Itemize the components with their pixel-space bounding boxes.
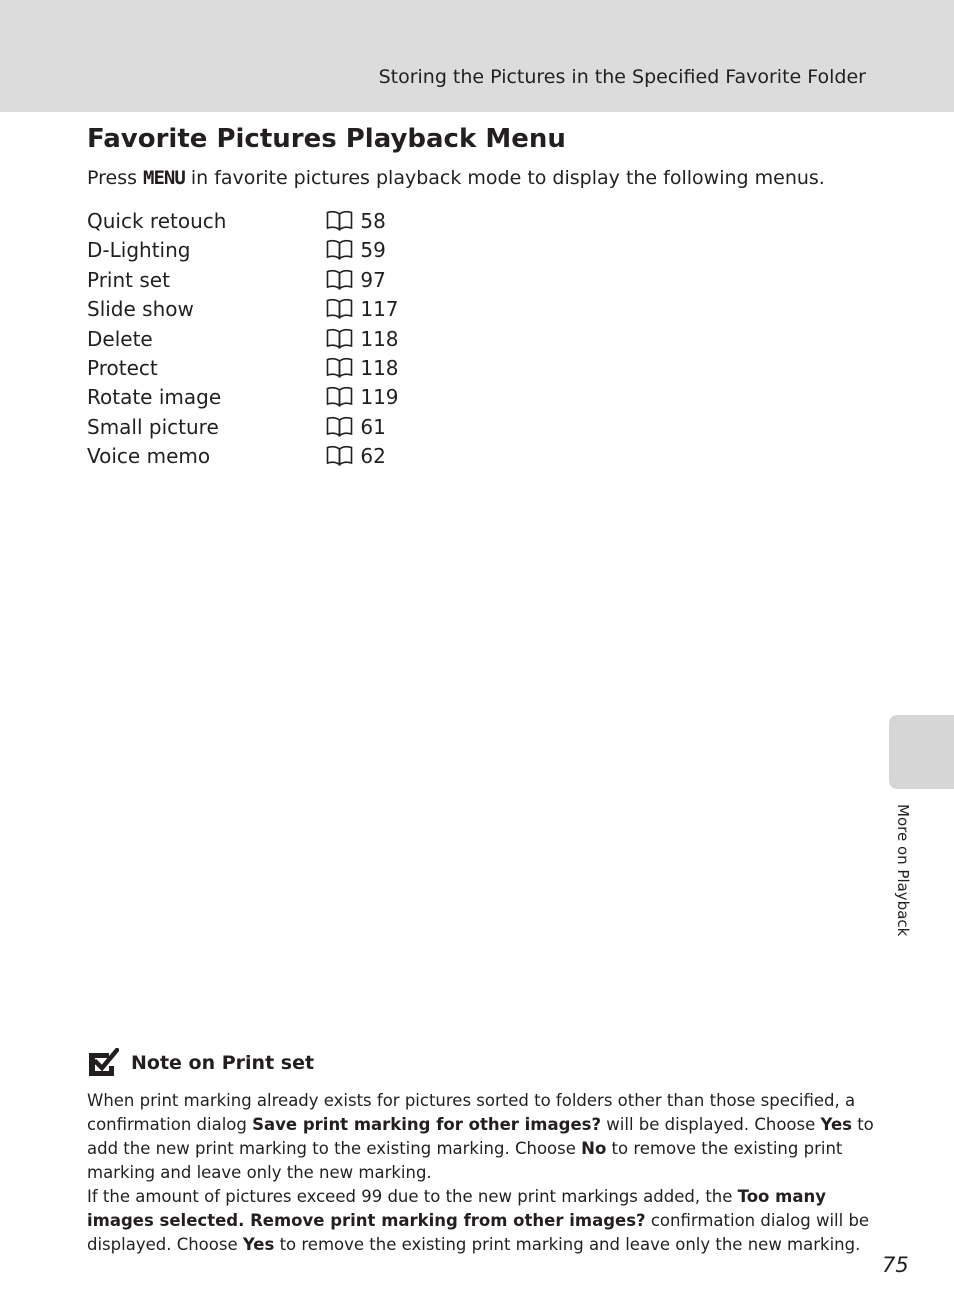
page-reference-icon bbox=[326, 269, 353, 290]
note-option-yes: Yes bbox=[820, 1115, 852, 1134]
note-paragraph-2 bbox=[87, 1185, 877, 1257]
page-ref-number: 62 bbox=[360, 444, 386, 469]
menu-item-page-ref bbox=[326, 238, 386, 262]
menu-item-label: D-Lighting bbox=[87, 238, 191, 263]
page-reference-icon bbox=[326, 210, 353, 231]
menu-item-page-ref bbox=[326, 327, 399, 351]
page-ref-number: 58 bbox=[360, 209, 386, 233]
menu-item-label: Small picture bbox=[87, 414, 219, 439]
menu-item-label: Slide show bbox=[87, 297, 194, 322]
page-ref-number: 118 bbox=[360, 326, 399, 351]
menu-item-label: Protect bbox=[87, 355, 158, 380]
intro-after: in favorite pictures playback mode to display the following menus. bbox=[184, 167, 825, 189]
intro-text bbox=[87, 167, 825, 189]
intro-before: Press bbox=[87, 167, 144, 189]
page-reference-icon bbox=[326, 239, 353, 260]
header-band bbox=[0, 0, 954, 112]
menu-item-label: Quick retouch bbox=[87, 209, 227, 233]
chapter-tab bbox=[889, 715, 954, 789]
menu-item-page-ref bbox=[326, 385, 399, 409]
note-heading bbox=[87, 1048, 314, 1078]
note-text: to remove the existing print marking and leave only the new marking. bbox=[87, 1139, 843, 1182]
page-title: Favorite Pictures Playback Menu bbox=[87, 124, 566, 154]
menu-item-label: Rotate image bbox=[87, 385, 222, 410]
page-ref-number: 97 bbox=[360, 267, 386, 292]
section-title: Storing the Pictures in the Specified Favorite Folder bbox=[378, 66, 866, 88]
page-number: 75 bbox=[882, 1253, 909, 1277]
page-ref-number: 117 bbox=[360, 297, 399, 322]
menu-item-page-ref bbox=[326, 415, 386, 439]
page-ref-number: 119 bbox=[360, 385, 399, 410]
note-heading-text: Note on Print set bbox=[131, 1052, 315, 1074]
menu-item-label: Print set bbox=[87, 267, 170, 292]
page-ref-number: 118 bbox=[360, 355, 399, 380]
menu-item-page-ref bbox=[326, 268, 386, 292]
menu-item-page-ref bbox=[326, 444, 386, 468]
page-ref-number: 61 bbox=[360, 414, 386, 439]
note-text: When print marking already exists for pictures sorted to folders other than those specified, a confirmation dialog bbox=[87, 1091, 856, 1134]
page-reference-icon bbox=[326, 298, 353, 319]
page-reference-icon bbox=[326, 357, 353, 378]
menu-item-page-ref bbox=[326, 297, 399, 321]
note-dialog-name: Too many images selected. Remove print marking from other images? bbox=[87, 1187, 826, 1230]
note-dialog-name: Save print marking for other images? bbox=[252, 1115, 602, 1134]
page-reference-icon bbox=[326, 445, 353, 466]
note-text: to add the new print marking to the existing marking. Choose bbox=[87, 1115, 874, 1158]
menu-item-page-ref bbox=[326, 209, 386, 233]
checkmark-note-icon bbox=[87, 1048, 119, 1078]
note-text: will be displayed. Choose bbox=[601, 1115, 821, 1134]
chapter-tab-label: More on Playback bbox=[894, 804, 912, 937]
note-option-yes: Yes bbox=[242, 1235, 275, 1254]
menu-item-page-ref bbox=[326, 356, 399, 380]
note-text: confirmation dialog will be displayed. Choose bbox=[87, 1211, 870, 1254]
menu-item-label: Voice memo bbox=[87, 444, 211, 469]
page-ref-number: 59 bbox=[360, 238, 386, 263]
note-paragraph-1 bbox=[87, 1089, 877, 1185]
note-text: to remove the existing print marking and leave only the new marking. bbox=[274, 1235, 861, 1254]
page-reference-icon bbox=[326, 328, 353, 349]
note-option-no: No bbox=[581, 1139, 607, 1158]
page-reference-icon bbox=[326, 416, 353, 437]
note-text: If the amount of pictures exceed 99 due to the new print markings added, the bbox=[87, 1187, 738, 1206]
note-body bbox=[87, 1089, 877, 1257]
menu-button-icon: MENU bbox=[143, 167, 185, 189]
page-reference-icon bbox=[326, 386, 353, 407]
menu-item-label: Delete bbox=[87, 326, 153, 351]
